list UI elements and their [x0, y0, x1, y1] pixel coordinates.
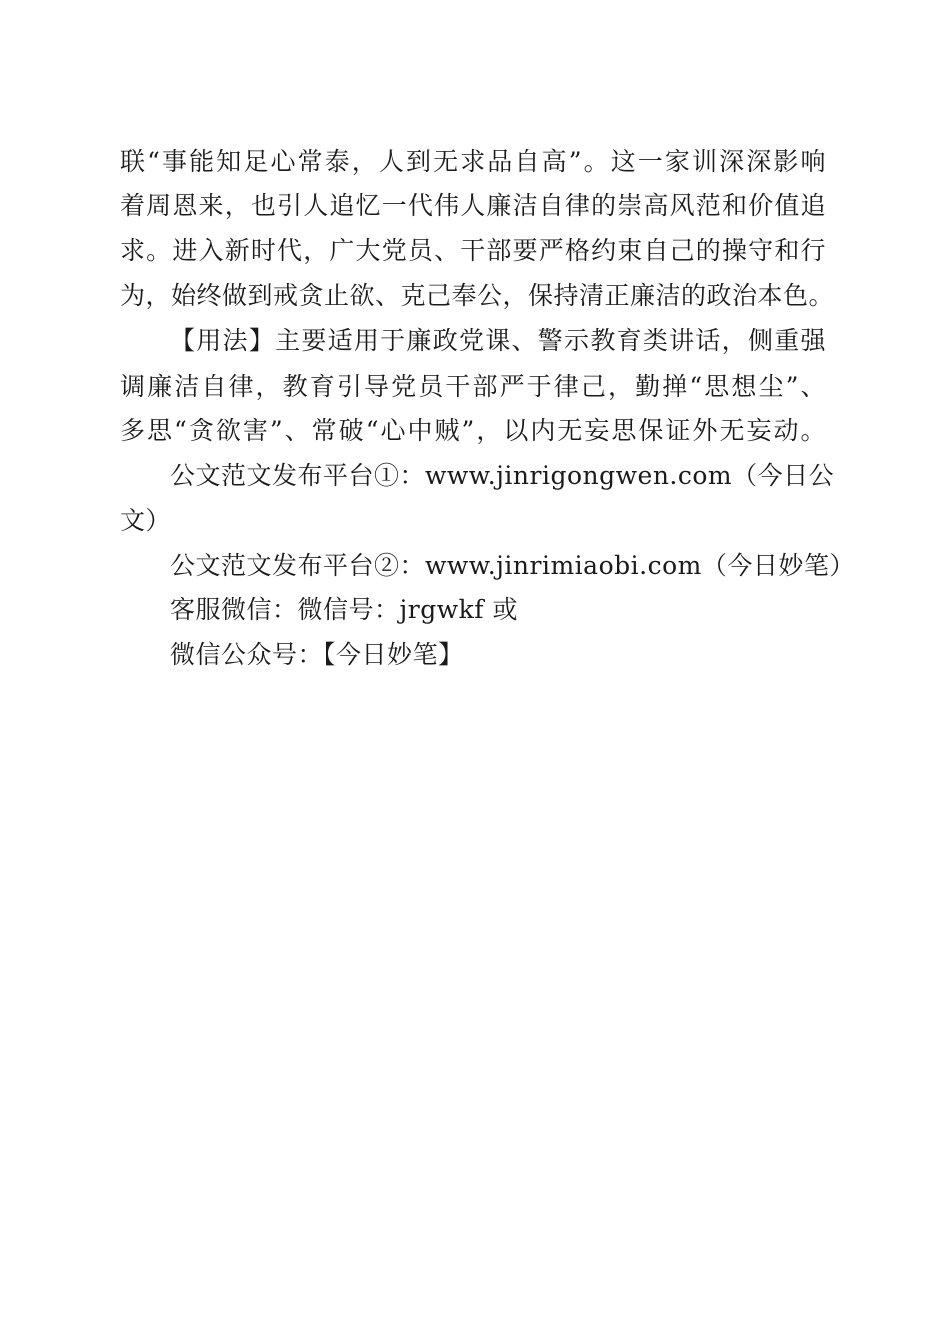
platform-1-line-2: 文） — [120, 506, 172, 535]
paragraph-2-line-2: 调廉洁自律，教育引导党员干部严于律己，勤掸“思想尘”、 — [120, 372, 826, 401]
paragraph-1-line-2: 着周恩来，也引人追忆一代伟人廉洁自律的崇高风范和价值追 — [120, 191, 826, 220]
paragraph-1-line-3: 求。进入新时代，广大党员、干部要严格约束自己的操守和行 — [120, 236, 826, 265]
paragraph-1-line-4: 为，始终做到戒贪止欲、克己奉公，保持清正廉洁的政治本色。 — [120, 281, 835, 310]
service-wechat-line: 客服微信：微信号：jrgwkf 或 — [170, 595, 518, 624]
paragraph-1-line-1: 联“事能知足心常泰，人到无求品自高”。这一家训深深影响 — [120, 147, 826, 176]
paragraph-2-line-1: 【用法】主要适用于廉政党课、警示教育类讲话，侧重强 — [170, 326, 826, 355]
platform-1-line-1: 公文范文发布平台①：www.jinrigongwen.com（今日公 — [170, 461, 835, 490]
paragraph-2-line-3: 多思“贪欲害”、常破“心中贼”，以内无妄思保证外无妄动。 — [120, 416, 826, 445]
platform-2-line: 公文范文发布平台②：www.jinrimiaobi.com（今日妙笔） — [170, 551, 855, 580]
official-account-line: 微信公众号：【今日妙笔】 — [170, 640, 464, 669]
